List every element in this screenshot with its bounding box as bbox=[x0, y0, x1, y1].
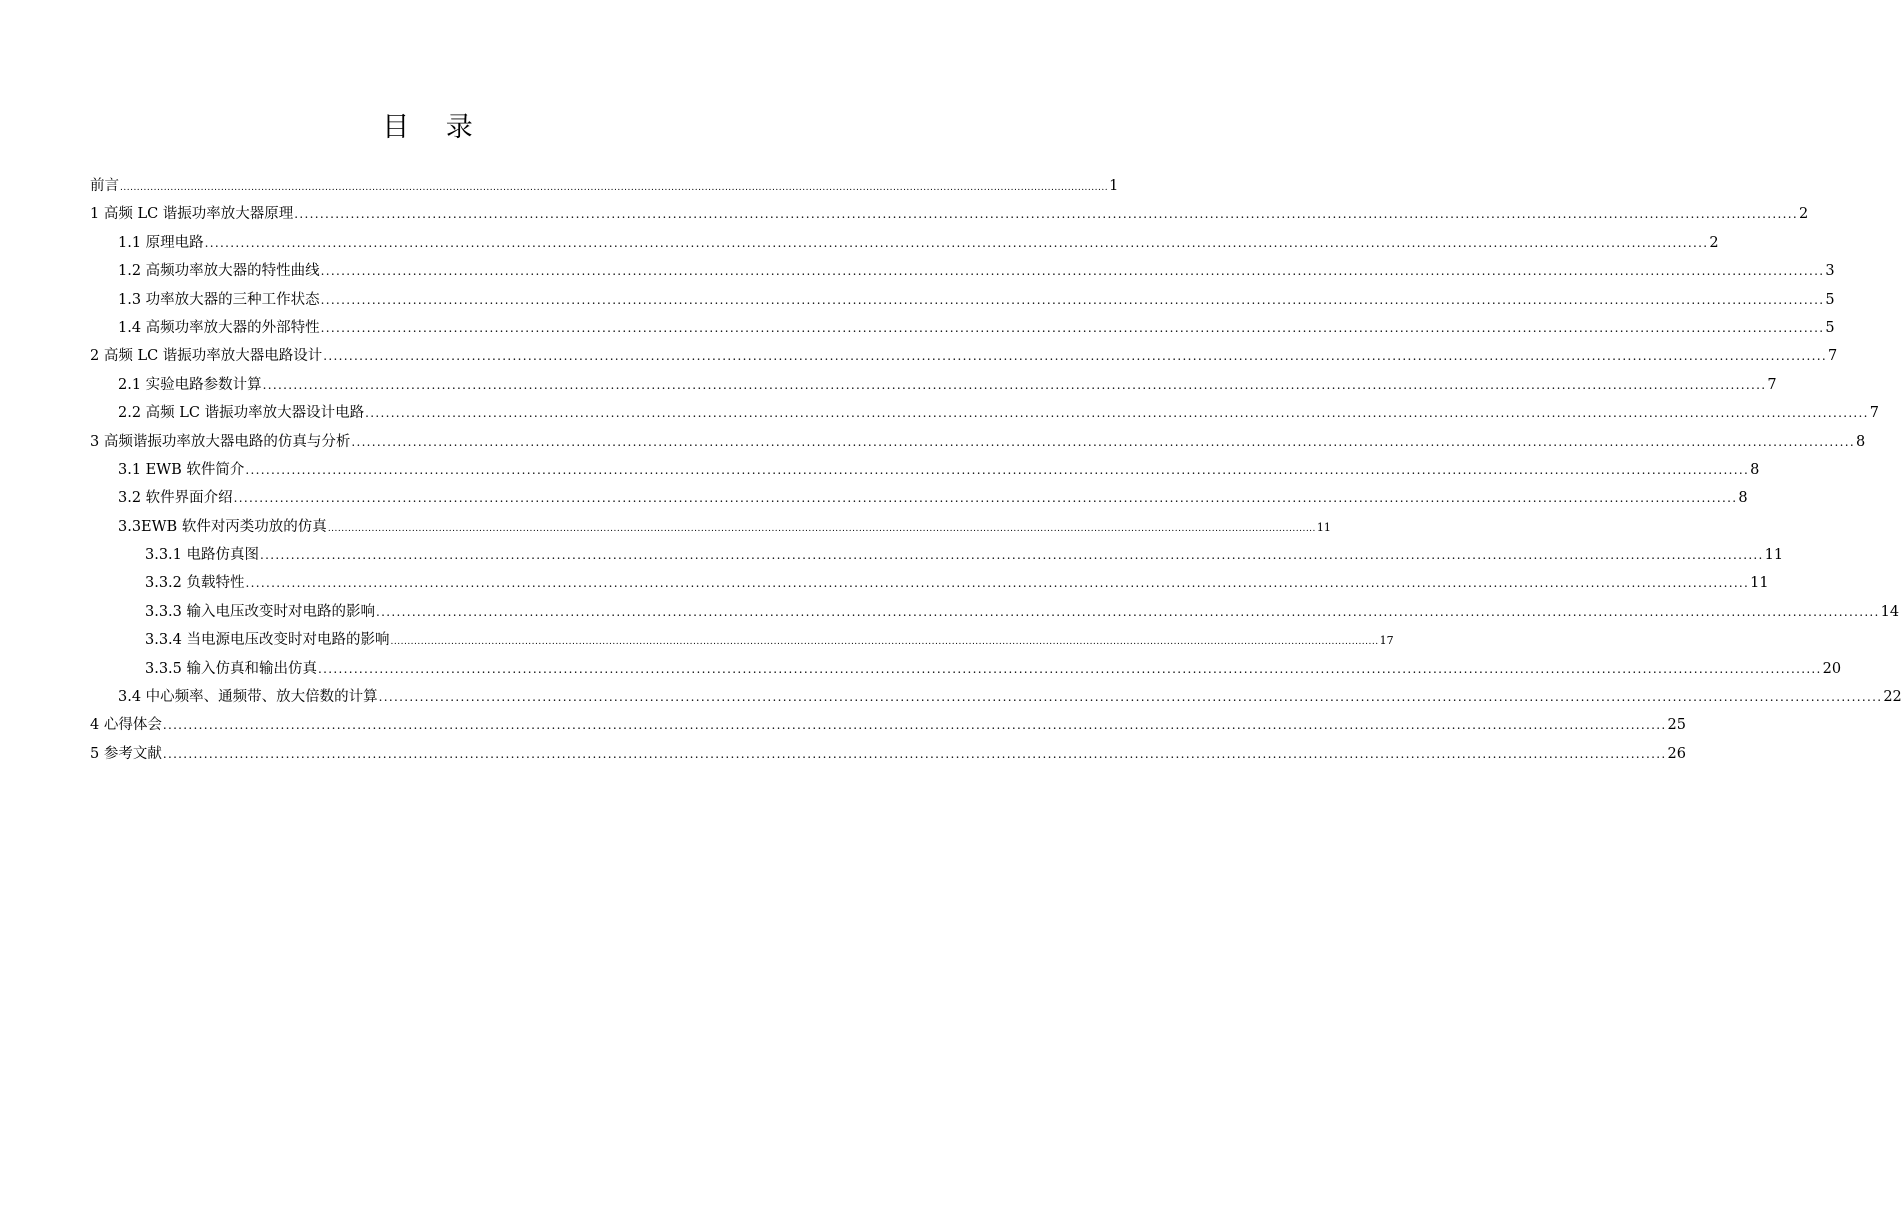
table-of-contents bbox=[90, 172, 1902, 768]
toc-entry-page: 22 bbox=[1883, 689, 1902, 706]
toc-dot-leader: ...................................................................................................................................................................................................................................................................................................... bbox=[318, 661, 1822, 676]
toc-entry-page: 11 bbox=[1764, 547, 1784, 564]
toc-entry-page: 8 bbox=[1738, 490, 1748, 507]
toc-dot-leader: ...................................................................................................................................................................................................................................................................................................... bbox=[351, 434, 1855, 449]
toc-entry-page: 26 bbox=[1667, 745, 1686, 762]
toc-entry-label: 3.1 EWB 软件简介 bbox=[118, 461, 245, 478]
toc-dot-leader: ...................................................................................................................................................................................................................................................................................................... bbox=[323, 349, 1827, 364]
toc-entry-chapter-4[interactable] bbox=[90, 711, 1686, 739]
toc-entry-chapter-3[interactable] bbox=[90, 428, 1866, 456]
toc-entry-page: 17 bbox=[1379, 634, 1394, 648]
toc-dot-leader: ...................................................................................................................................................................................................................................................................................................... bbox=[320, 292, 1825, 307]
toc-dot-leader: ...................................................................................................................................................................................................................................................................................................... bbox=[260, 548, 1764, 563]
toc-entry-page: 1 bbox=[1109, 178, 1119, 194]
toc-dot-leader: ...................................................................................................................................................................................................................................................................................................... bbox=[320, 320, 1825, 335]
toc-entry-chapter-2[interactable] bbox=[90, 342, 1838, 370]
toc-entry-label: 3.3.2 负载特性 bbox=[145, 575, 245, 592]
toc-entry-page: 14 bbox=[1880, 603, 1900, 620]
toc-entry-section-3-4[interactable] bbox=[90, 683, 1902, 711]
toc-entry-section-1-1[interactable] bbox=[90, 229, 1719, 257]
toc-dot-leader: ...................................................................................................................................................................................................................................................................................................... bbox=[162, 746, 1667, 761]
toc-entry-page: 20 bbox=[1822, 660, 1842, 677]
toc-entry-section-3-3-1[interactable] bbox=[90, 541, 1784, 569]
toc-entry-label: 3.3EWB 软件对丙类功放的仿真 bbox=[118, 518, 327, 535]
toc-entry-section-3-3-2[interactable] bbox=[90, 569, 1769, 597]
toc-entry-page: 11 bbox=[1750, 575, 1769, 592]
toc-entry-section-3-1[interactable] bbox=[90, 456, 1760, 484]
toc-entry-chapter-1[interactable] bbox=[90, 200, 1809, 228]
toc-entry-page: 2 bbox=[1798, 206, 1809, 223]
toc-dot-leader: ...................................................................................................................................................................................................................................................................................................... bbox=[120, 183, 1109, 193]
toc-entry-section-2-1[interactable] bbox=[90, 371, 1777, 399]
toc-entry-page: 7 bbox=[1827, 348, 1838, 365]
toc-entry-page: 3 bbox=[1825, 263, 1835, 280]
toc-entry-section-1-2[interactable] bbox=[90, 257, 1835, 285]
toc-entry-section-3-3-3[interactable] bbox=[90, 598, 1900, 626]
toc-title: 目 录 bbox=[382, 112, 487, 143]
toc-entry-section-1-4[interactable] bbox=[90, 314, 1835, 342]
toc-dot-leader: ...................................................................................................................................................................................................................................................................................................... bbox=[245, 462, 1750, 477]
toc-dot-leader: ...................................................................................................................................................................................................................................................................................................... bbox=[327, 523, 1316, 534]
toc-entry-section-3-3-4[interactable] bbox=[90, 626, 1394, 654]
toc-dot-leader: ...................................................................................................................................................................................................................................................................................................... bbox=[378, 690, 1883, 705]
toc-entry-page: 8 bbox=[1750, 461, 1760, 478]
toc-dot-leader: ...................................................................................................................................................................................................................................................................................................... bbox=[320, 264, 1825, 279]
toc-entry-page: 7 bbox=[1869, 405, 1880, 422]
toc-entry-label: 3.3.4 当电源电压改变时对电路的影响 bbox=[145, 632, 390, 649]
toc-dot-leader: ...................................................................................................................................................................................................................................................................................................... bbox=[262, 377, 1767, 392]
toc-entry-label: 前言 bbox=[90, 178, 119, 194]
toc-entry-label: 3.3.1 电路仿真图 bbox=[145, 547, 260, 564]
toc-entry-label: 3 高频谐振功率放大器电路的仿真与分析 bbox=[90, 433, 351, 450]
toc-entry-label: 2 高频 LC 谐振功率放大器电路设计 bbox=[90, 348, 323, 365]
toc-entry-page: 7 bbox=[1767, 376, 1777, 393]
toc-entry-label: 2.1 实验电路参数计算 bbox=[118, 376, 262, 393]
toc-entry-section-1-3[interactable] bbox=[90, 286, 1835, 314]
toc-entry-label: 5 参考文献 bbox=[90, 745, 162, 762]
toc-entry-page: 25 bbox=[1667, 717, 1686, 734]
toc-entry-page: 2 bbox=[1709, 234, 1719, 251]
toc-dot-leader: ...................................................................................................................................................................................................................................................................................................... bbox=[365, 406, 1869, 421]
toc-entry-label: 3.3.3 输入电压改变时对电路的影响 bbox=[145, 603, 376, 620]
toc-dot-leader: ...................................................................................................................................................................................................................................................................................................... bbox=[162, 718, 1667, 733]
toc-entry-label: 2.2 高频 LC 谐振功率放大器设计电路 bbox=[118, 405, 365, 422]
toc-dot-leader: ...................................................................................................................................................................................................................................................................................................... bbox=[376, 604, 1880, 619]
toc-dot-leader: ...................................................................................................................................................................................................................................................................................................... bbox=[294, 207, 1798, 222]
toc-entry-label: 1 高频 LC 谐振功率放大器原理 bbox=[90, 206, 294, 223]
toc-entry-page: 11 bbox=[1316, 520, 1331, 534]
toc-entry-label: 4 心得体会 bbox=[90, 717, 162, 734]
toc-dot-leader: ...................................................................................................................................................................................................................................................................................................... bbox=[390, 637, 1379, 648]
toc-entry-label: 1.2 高频功率放大器的特性曲线 bbox=[118, 263, 320, 280]
toc-entry-page: 5 bbox=[1825, 319, 1835, 336]
toc-entry-label: 1.3 功率放大器的三种工作状态 bbox=[118, 291, 320, 308]
toc-entry-section-3-3[interactable] bbox=[90, 513, 1331, 541]
toc-entry-page: 5 bbox=[1825, 291, 1835, 308]
toc-entry-label: 3.4 中心频率、通频带、放大倍数的计算 bbox=[118, 689, 378, 706]
toc-dot-leader: ...................................................................................................................................................................................................................................................................................................... bbox=[245, 576, 1750, 591]
toc-dot-leader: ...................................................................................................................................................................................................................................................................................................... bbox=[204, 235, 1709, 250]
toc-entry-preface[interactable] bbox=[90, 172, 1119, 200]
toc-entry-page: 8 bbox=[1856, 433, 1866, 450]
toc-entry-section-3-2[interactable] bbox=[90, 484, 1748, 512]
toc-entry-chapter-5[interactable] bbox=[90, 740, 1686, 768]
toc-dot-leader: ...................................................................................................................................................................................................................................................................................................... bbox=[233, 491, 1738, 506]
toc-entry-label: 1.1 原理电路 bbox=[118, 234, 204, 251]
toc-entry-label: 3.3.5 输入仿真和输出仿真 bbox=[145, 660, 318, 677]
toc-entry-section-2-2[interactable] bbox=[90, 399, 1880, 427]
toc-entry-section-3-3-5[interactable] bbox=[90, 655, 1842, 683]
toc-entry-label: 3.2 软件界面介绍 bbox=[118, 490, 233, 507]
toc-entry-label: 1.4 高频功率放大器的外部特性 bbox=[118, 319, 320, 336]
